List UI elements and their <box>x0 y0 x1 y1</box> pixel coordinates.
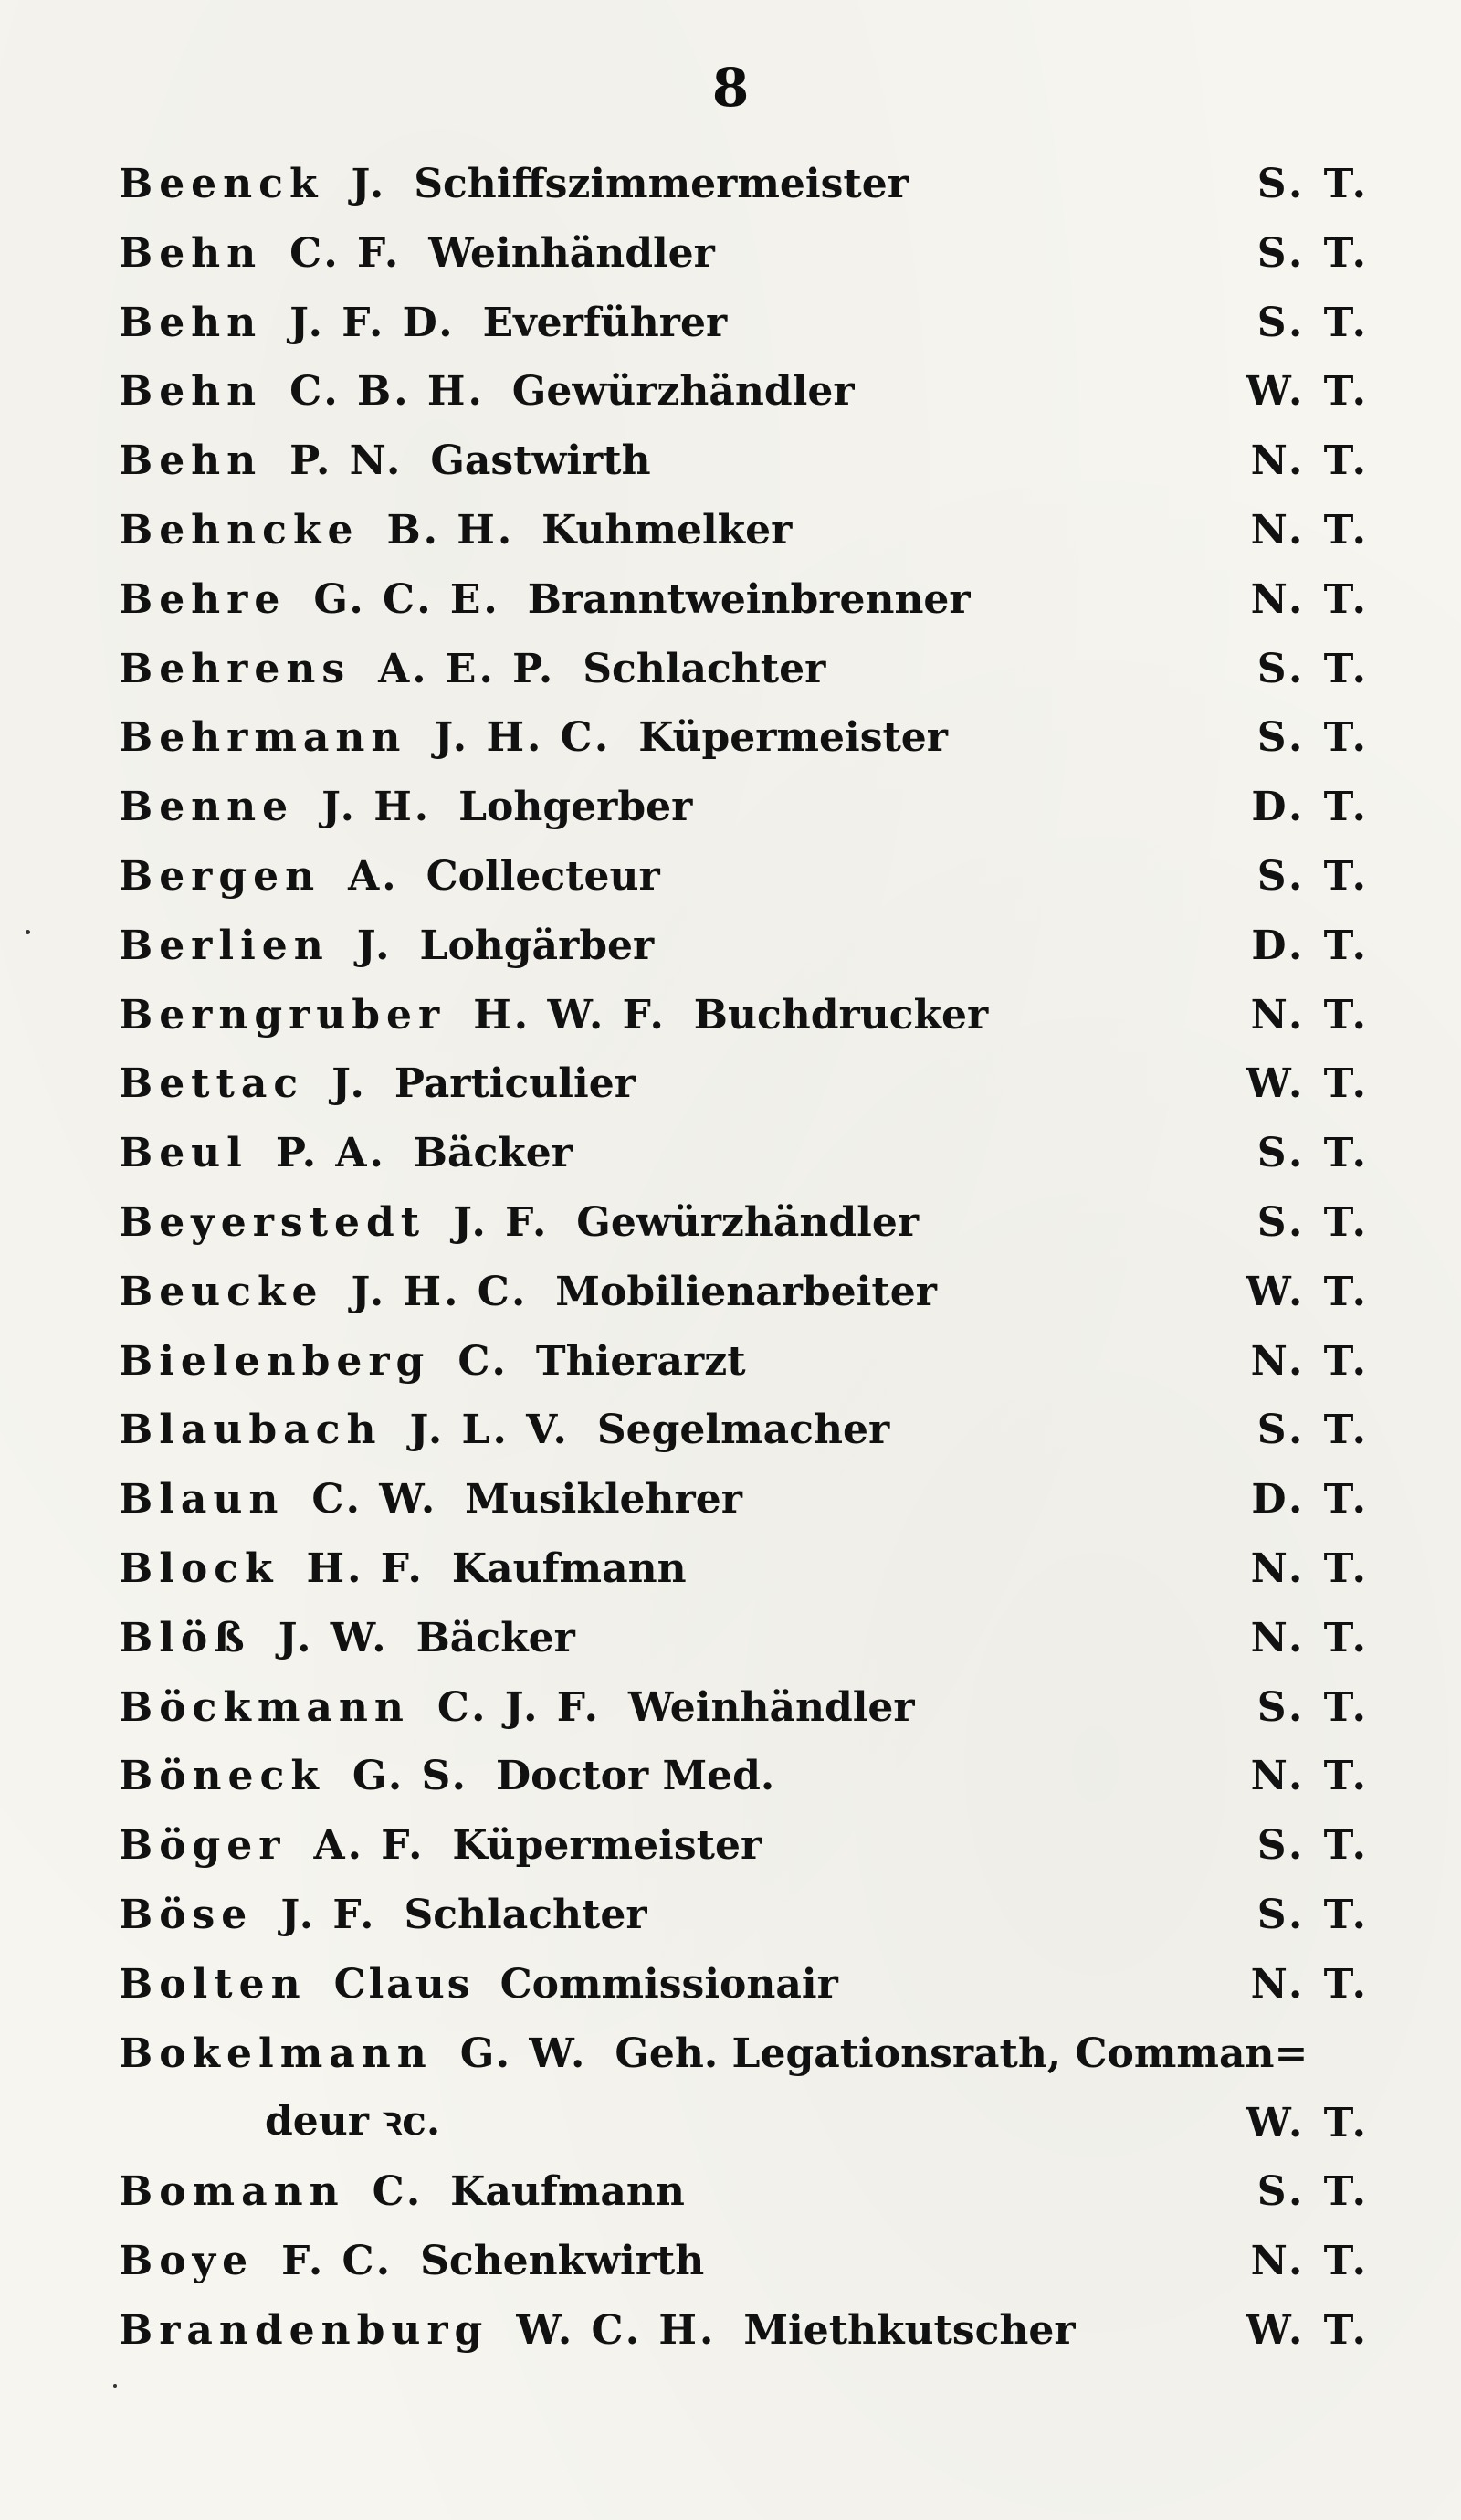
entry-initials: J. W. <box>278 1614 389 1661</box>
entry-district: N. T. <box>1250 1337 1370 1385</box>
entry-surname: Beucke <box>119 1268 324 1315</box>
entry-main-line <box>119 1269 937 1316</box>
entry-main-line <box>119 1822 762 1870</box>
entry-initials: G. S. <box>352 1753 468 1800</box>
entry-main-line <box>119 300 727 347</box>
entry-occupation: Kuhmelker <box>541 506 793 554</box>
directory-entry <box>119 153 1370 223</box>
entry-surname: Beul <box>119 1130 248 1177</box>
entry-surname: Bettac <box>119 1060 305 1108</box>
entry-main-line <box>119 853 660 901</box>
entry-district: S. T. <box>1256 229 1370 277</box>
directory-entry <box>119 776 1370 846</box>
entry-occupation: Weinhändler <box>428 229 715 277</box>
entry-surname: Behrens <box>119 645 352 692</box>
entry-initials: H. W. F. <box>473 991 667 1039</box>
entry-district: N. T. <box>1250 1545 1370 1592</box>
entry-main-line <box>119 1615 575 1662</box>
entry-initials: A. F. <box>313 1822 426 1870</box>
entry-occupation: Thierarzt <box>535 1337 746 1385</box>
entry-initials: P. A. <box>275 1130 386 1177</box>
entry-main-line <box>119 1338 746 1386</box>
entry-surname: Beenck <box>119 161 324 207</box>
entry-occupation: Buchdrucker <box>693 991 989 1039</box>
entry-occupation: Geh. Legationsrath, Comman= <box>615 2030 1309 2077</box>
entry-district: N. T. <box>1250 575 1370 623</box>
entry-initials: J. H. C. <box>351 1268 529 1315</box>
entry-surname: Böneck <box>119 1753 325 1800</box>
entry-main-line <box>119 507 792 554</box>
entry-surname: Bergen <box>119 852 321 900</box>
entry-district: N. T. <box>1250 991 1370 1039</box>
entry-initials: C. J. F. <box>436 1683 601 1731</box>
entry-main-line <box>119 2307 1076 2355</box>
entry-occupation: Commissionair <box>499 1960 838 2008</box>
entry-occupation: Collecteur <box>426 852 660 900</box>
entry-surname: Berlien <box>119 922 330 969</box>
entry-initials: Claus <box>333 1960 473 2008</box>
entry-occupation: Schenkwirth <box>420 2237 705 2284</box>
entry-surname: Benne <box>119 784 295 831</box>
directory-entry <box>119 361 1370 430</box>
directory-entry <box>119 292 1370 362</box>
entry-occupation-continuation: deur ꝛc. <box>265 2097 441 2145</box>
entry-occupation: Küpermeister <box>638 714 948 762</box>
entry-occupation: Branntweinbrenner <box>527 575 971 623</box>
entry-initials: J. F. D. <box>289 299 456 346</box>
entry-main-line <box>119 1753 774 1800</box>
directory-entry <box>119 1123 1370 1192</box>
entry-occupation: Kaufmann <box>451 1545 687 1592</box>
entry-main-line <box>119 2168 685 2216</box>
directory-entry <box>119 915 1370 985</box>
entry-surname: Block <box>119 1545 279 1592</box>
entry-surname: Behre <box>119 575 287 623</box>
directory-entry <box>119 2230 1370 2300</box>
directory-entry <box>119 430 1370 500</box>
directory-entry <box>119 500 1370 569</box>
entry-main-line <box>119 576 971 624</box>
entry-district: S. T. <box>1256 1407 1370 1454</box>
entry-main-line <box>119 230 715 278</box>
entry-district: D. T. <box>1251 784 1370 831</box>
entry-initials: C. <box>372 2168 424 2216</box>
entry-surname: Blöß <box>119 1614 251 1661</box>
entry-occupation: Musiklehrer <box>465 1476 742 1524</box>
entry-occupation: Schlachter <box>404 1891 647 1938</box>
entry-main-line <box>119 2030 1308 2078</box>
directory-entry <box>119 1745 1370 1815</box>
entry-district: S. T. <box>1256 852 1370 900</box>
entry-main-line <box>119 1684 915 1732</box>
entry-main-line <box>119 923 654 970</box>
entry-surname: Behn <box>119 229 263 277</box>
entry-surname: Berngruber <box>119 991 447 1039</box>
entry-surname: Böse <box>119 1891 254 1938</box>
directory-entry <box>119 1261 1370 1331</box>
entry-district: N. T. <box>1250 1614 1370 1661</box>
entry-main-line <box>119 646 825 693</box>
entry-district: S. T. <box>1256 2168 1370 2216</box>
entry-initials: G. W. <box>459 2030 588 2077</box>
entry-initials: C. B. H. <box>289 368 485 416</box>
directory-entry <box>119 1677 1370 1746</box>
entry-main-line <box>119 161 909 208</box>
directory-entry <box>119 2023 1370 2162</box>
entry-main-line <box>119 714 948 762</box>
entry-occupation: Lohgärber <box>419 922 655 969</box>
entry-initials: J. F. <box>453 1198 550 1246</box>
entry-occupation: Particulier <box>394 1060 636 1108</box>
entry-district: N. T. <box>1250 1753 1370 1800</box>
entry-district: N. T. <box>1250 506 1370 554</box>
entry-surname: Boye <box>119 2237 255 2284</box>
directory-entry <box>119 1538 1370 1608</box>
directory-entry <box>119 1954 1370 2023</box>
page-number: 8 <box>711 57 750 119</box>
entry-initials: F. C. <box>281 2237 394 2284</box>
entry-initials: J. L. V. <box>409 1407 570 1454</box>
entry-district: S. T. <box>1256 1891 1370 1938</box>
entry-surname: Bokelmann <box>119 2030 433 2077</box>
entry-initials: W. C. H. <box>516 2306 717 2354</box>
entry-occupation: Bäcker <box>415 1614 575 1661</box>
entry-occupation: Schiffszimmermeister <box>414 161 909 207</box>
entry-district: W. T. <box>1246 1060 1370 1108</box>
entry-surname: Beyerstedt <box>119 1198 426 1246</box>
directory-entry <box>119 638 1370 708</box>
entry-district: S. T. <box>1256 1130 1370 1177</box>
entry-occupation: Kaufmann <box>450 2168 685 2216</box>
entry-district: D. T. <box>1251 922 1370 969</box>
entry-main-line <box>119 2238 704 2285</box>
entry-initials: P. N. <box>289 438 404 485</box>
entry-occupation: Miethkutscher <box>743 2306 1076 2354</box>
entry-surname: Behncke <box>119 506 360 554</box>
directory-entry <box>119 846 1370 915</box>
entry-district: D. T. <box>1251 1476 1370 1524</box>
entry-occupation: Everführer <box>482 299 728 346</box>
entry-main-line <box>119 1060 636 1108</box>
entry-main-line <box>119 1545 687 1593</box>
entry-occupation: Weinhändler <box>627 1683 915 1731</box>
entry-district: W. T. <box>1246 2306 1370 2354</box>
directory-entry <box>119 1053 1370 1123</box>
entry-surname: Behn <box>119 368 263 416</box>
entry-surname: Böckmann <box>119 1683 410 1731</box>
entry-occupation: Lohgerber <box>458 784 693 831</box>
entry-district: S. T. <box>1256 161 1370 207</box>
directory-entry <box>119 1192 1370 1261</box>
entry-surname: Brandenburg <box>119 2306 489 2354</box>
entry-district: W. T. <box>1246 368 1370 416</box>
entry-main-line <box>119 1476 742 1524</box>
entry-district: N. T. <box>1250 2237 1370 2284</box>
entry-initials: B. H. <box>386 506 515 554</box>
entry-initials: A. E. P. <box>378 645 556 692</box>
entry-district: S. T. <box>1256 1198 1370 1246</box>
entry-main-line <box>119 1892 647 1939</box>
ink-speck <box>113 2384 117 2388</box>
entry-surname: Bielenberg <box>119 1337 431 1385</box>
entry-main-line <box>119 992 988 1039</box>
directory-entry <box>119 707 1370 776</box>
directory-entry <box>119 2300 1370 2369</box>
directory-entry <box>119 2161 1370 2230</box>
entry-initials: J. H. <box>321 784 432 831</box>
directory-entry <box>119 1608 1370 1677</box>
entry-occupation: Gastwirth <box>430 438 651 485</box>
entry-initials: C. W. <box>311 1476 438 1524</box>
directory-entry <box>119 223 1370 292</box>
entry-district: W. T. <box>1246 2099 1370 2146</box>
entry-initials: J. <box>356 922 393 969</box>
entry-occupation: Küpermeister <box>452 1822 762 1870</box>
directory-entry <box>119 1815 1370 1884</box>
entry-initials: C. <box>457 1337 509 1385</box>
entry-initials: J. <box>351 161 387 207</box>
entry-district: S. T. <box>1256 645 1370 692</box>
entry-main-line <box>119 368 855 416</box>
entry-district: S. T. <box>1256 299 1370 346</box>
entry-district: S. T. <box>1256 714 1370 762</box>
entry-district: N. T. <box>1250 1960 1370 2008</box>
entry-initials: J. H. C. <box>434 714 612 762</box>
entry-district: S. T. <box>1256 1683 1370 1731</box>
entry-main-line <box>119 1961 838 2009</box>
entry-occupation: Schlachter <box>583 645 826 692</box>
directory-entry <box>119 985 1370 1054</box>
entry-main-line <box>119 1130 573 1177</box>
directory-entries <box>119 153 1370 2369</box>
entry-occupation: Bäcker <box>413 1130 573 1177</box>
entry-initials: C. F. <box>289 229 402 277</box>
entry-occupation: Mobilienarbeiter <box>555 1268 937 1315</box>
entry-surname: Blaubach <box>119 1407 383 1454</box>
entry-district: W. T. <box>1246 1268 1370 1315</box>
entry-district: S. T. <box>1256 1822 1370 1870</box>
directory-entry <box>119 569 1370 638</box>
entry-surname: Bomann <box>119 2168 345 2216</box>
entry-occupation: Doctor Med. <box>495 1753 775 1800</box>
entry-district: N. T. <box>1250 438 1370 485</box>
entry-initials: A. <box>348 852 399 900</box>
directory-entry <box>119 1884 1370 1954</box>
entry-surname: Behrmann <box>119 714 407 762</box>
directory-entry <box>119 1331 1370 1400</box>
entry-surname: Behn <box>119 299 263 346</box>
entry-surname: Blaun <box>119 1476 285 1524</box>
entry-initials: H. F. <box>306 1545 425 1592</box>
ink-speck <box>26 930 30 934</box>
entry-surname: Behn <box>119 438 263 485</box>
entry-main-line <box>119 1407 889 1454</box>
entry-occupation: Gewürzhändler <box>511 368 855 416</box>
entry-main-line <box>119 784 692 831</box>
entry-surname: Böger <box>119 1822 287 1870</box>
directory-entry <box>119 1469 1370 1538</box>
entry-occupation: Gewürzhändler <box>576 1198 920 1246</box>
entry-occupation: Segelmacher <box>596 1407 890 1454</box>
entry-surname: Bolten <box>119 1960 307 2008</box>
entry-initials: J. <box>331 1060 367 1108</box>
directory-entry <box>119 1399 1370 1469</box>
entry-initials: J. F. <box>280 1891 377 1938</box>
entry-main-line <box>119 438 651 485</box>
entry-initials: G. C. E. <box>313 575 500 623</box>
entry-main-line <box>119 1199 919 1247</box>
